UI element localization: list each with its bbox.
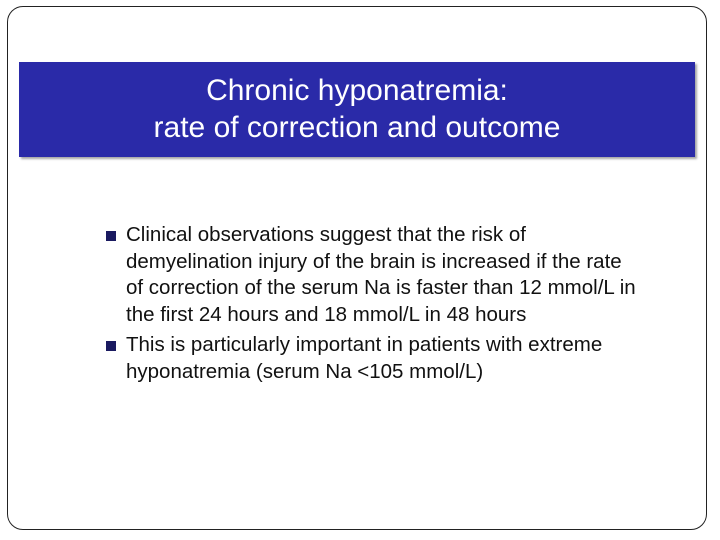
square-bullet-icon: [106, 341, 116, 351]
bullet-list: [100, 222, 640, 389]
square-bullet-icon: [106, 231, 116, 241]
bullet-item: [100, 222, 640, 328]
title-line-1: Chronic hyponatremia:: [206, 74, 508, 107]
bullet-text: Clinical observations suggest that the risk of demyelination injury of the brain is increased if the rate of correction of the serum Na is faster than 12 mmol/L in the first 24 hours and 18 mmol/L in 48 hours: [126, 223, 636, 326]
bullet-text: This is particularly important in patients with extreme hyponatremia (serum Na <105 mmol/L): [126, 333, 603, 383]
bullet-item: [100, 332, 640, 385]
title-line-2: rate of correction and outcome: [153, 111, 561, 144]
title-band: [19, 62, 695, 157]
slide-title: [19, 72, 695, 146]
